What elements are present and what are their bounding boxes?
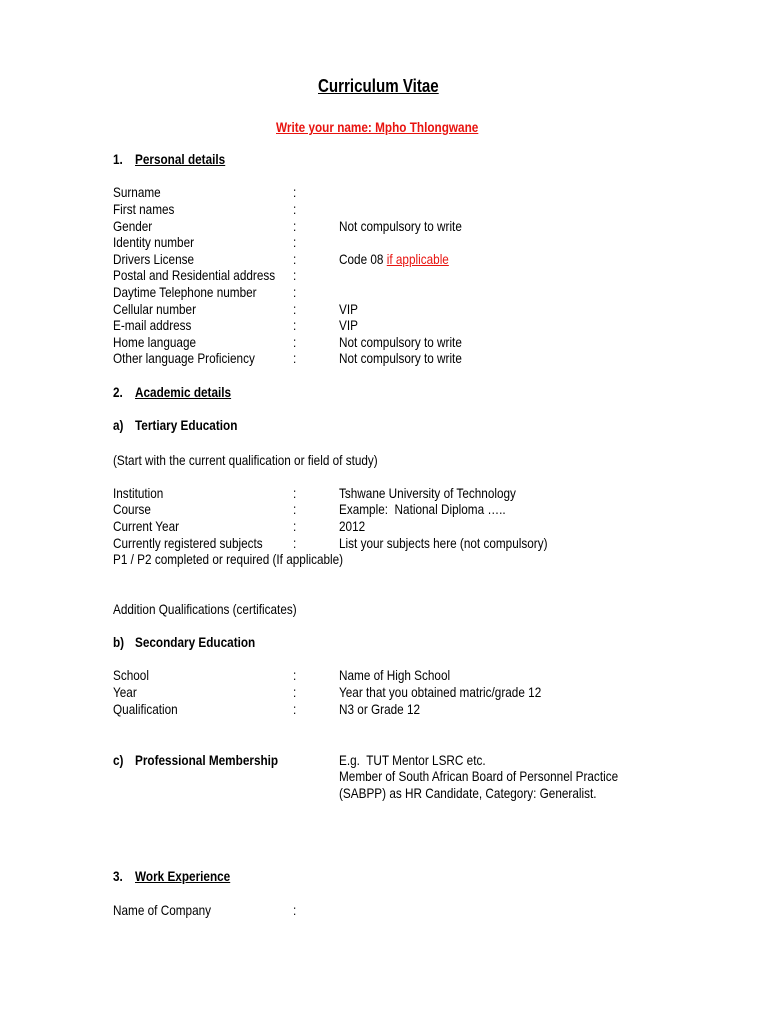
professional-line-1: E.g. TUT Mentor LSRC etc. (339, 752, 486, 768)
section3-heading: Work Experience (135, 868, 231, 884)
professional-line-3: (SABPP) as HR Candidate, Category: Generalist. (339, 785, 597, 801)
colon: : (293, 334, 297, 350)
value-gender: Not compulsory to write (339, 218, 462, 234)
label-other-language: Other language Proficiency (113, 350, 255, 366)
value-cellular-number: VIP (339, 301, 358, 317)
value-current-year: 2012 (339, 518, 366, 534)
name-line: Write your name: Mpho Thlongwane (276, 119, 479, 135)
value-institution: Tshwane University of Technology (339, 485, 516, 501)
label-qualification: Qualification (113, 701, 178, 717)
colon: : (293, 284, 297, 300)
tertiary-heading: Tertiary Education (135, 417, 238, 433)
label-institution: Institution (113, 485, 164, 501)
value-email-address: VIP (339, 317, 358, 333)
colon: : (293, 234, 297, 250)
secondary-heading: Secondary Education (135, 634, 256, 650)
colon: : (293, 902, 297, 918)
label-first-names: First names (113, 201, 175, 217)
value-school: Name of High School (339, 667, 451, 683)
label-cellular-number: Cellular number (113, 301, 197, 317)
value-home-language: Not compulsory to write (339, 334, 462, 350)
if-applicable-link[interactable]: if applicable (386, 251, 449, 267)
tertiary-letter: a) (113, 417, 124, 433)
section3-number: 3. (113, 868, 123, 884)
value-year: Year that you obtained matric/grade 12 (339, 684, 542, 700)
colon: : (293, 667, 297, 683)
label-name-of-company: Name of Company (113, 902, 212, 918)
label-surname: Surname (113, 184, 161, 200)
label-school: School (113, 667, 149, 683)
colon: : (293, 518, 297, 534)
colon: : (293, 251, 297, 267)
colon: : (293, 501, 297, 517)
label-year: Year (113, 684, 137, 700)
colon: : (293, 184, 297, 200)
colon: : (293, 201, 297, 217)
label-course: Course (113, 501, 151, 517)
colon: : (293, 535, 297, 551)
colon: : (293, 267, 297, 283)
tertiary-note: (Start with the current qualification or field of study) (113, 452, 378, 468)
label-home-language: Home language (113, 334, 197, 350)
section2-heading: Academic details (135, 384, 232, 400)
label-email-address: E-mail address (113, 317, 192, 333)
secondary-letter: b) (113, 634, 125, 650)
document-title: Curriculum Vitae (318, 76, 439, 96)
label-daytime-telephone: Daytime Telephone number (113, 284, 257, 300)
professional-letter: c) (113, 752, 124, 768)
value-other-language: Not compulsory to write (339, 350, 462, 366)
label-postal-address: Postal and Residential address (113, 267, 276, 283)
label-drivers-license: Drivers License (113, 251, 195, 267)
colon: : (293, 684, 297, 700)
colon: : (293, 301, 297, 317)
value-qualification: N3 or Grade 12 (339, 701, 421, 717)
colon: : (293, 218, 297, 234)
colon: : (293, 350, 297, 366)
colon: : (293, 485, 297, 501)
value-course: Example: National Diploma ….. (339, 501, 506, 517)
professional-line-2: Member of South African Board of Personnel Practice (339, 768, 619, 784)
colon: : (293, 317, 297, 333)
p1-p2-line: P1 / P2 completed or required (If applicable) (113, 551, 344, 567)
section1-heading: Personal details (135, 151, 226, 167)
additional-qualifications: Addition Qualifications (certificates) (113, 601, 297, 617)
section2-number: 2. (113, 384, 123, 400)
value-drivers-license (339, 251, 449, 267)
label-gender: Gender (113, 218, 153, 234)
colon: : (293, 701, 297, 717)
label-identity-number: Identity number (113, 234, 195, 250)
section1-number: 1. (113, 151, 123, 167)
label-registered-subjects: Currently registered subjects (113, 535, 263, 551)
label-current-year: Current Year (113, 518, 180, 534)
drivers-license-code: Code 08 (339, 251, 387, 267)
professional-heading: Professional Membership (135, 752, 279, 768)
value-registered-subjects: List your subjects here (not compulsory) (339, 535, 548, 551)
